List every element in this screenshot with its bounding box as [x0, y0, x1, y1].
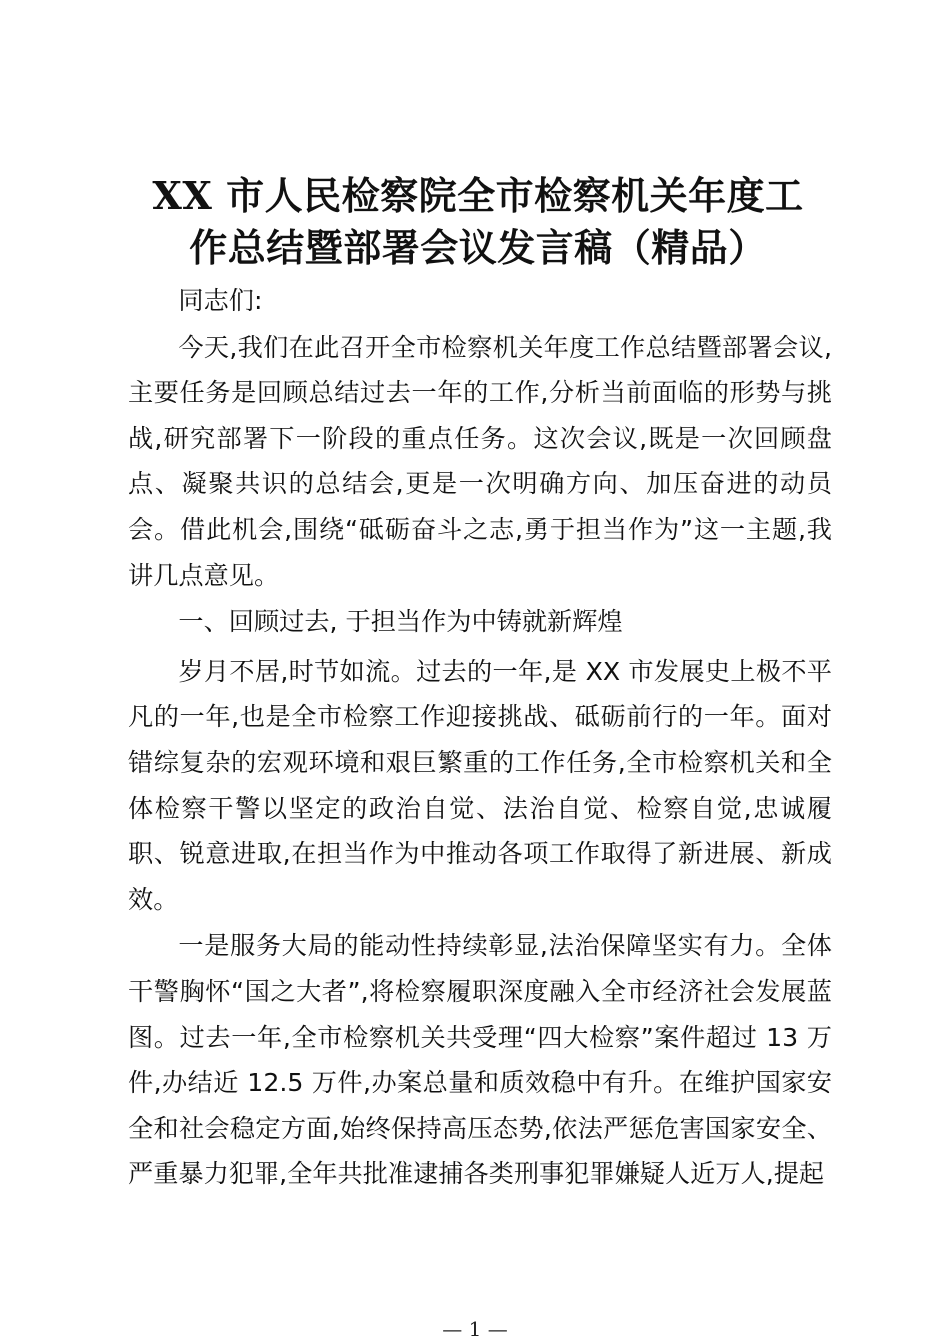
document-body — [128, 278, 832, 1198]
section-heading: 一、回顾过去, 于担当作为中铸就新辉煌 — [178, 607, 623, 637]
title-line-1: XX 市人民检察院全市检察机关年度工 — [152, 173, 804, 218]
title-line-2: 作总结暨部署会议发言稿（精品） — [189, 225, 767, 270]
page-number: — 1 — — [442, 1317, 508, 1341]
document-title — [128, 170, 828, 274]
paragraph-intro: 今天,我们在此召开全市检察机关年度工作总结暨部署会议,主要任务是回顾总结过去一年的工作,分析当前面临的形势与挑战,研究部署下一阶段的重点任务。这次会议,既是一次回顾盘点、凝聚共识的总结会,更是一次明确方向、加压奋进的动员会。借此机会,围绕“砥砺奋斗之志,勇于担当作为”这一主题,我讲几点意见。 — [128, 332, 832, 590]
salutation: 同志们: — [178, 286, 263, 315]
paragraph-review: 岁月不居,时节如流。过去的一年,是 XX 市发展史上极不平凡的一年,也是全市检察工作迎接挑战、砥砺前行的一年。面对错综复杂的宏观环境和艰巨繁重的工作任务,全市检察机关和全体检察干警以坚定的政治自觉、法治自觉、检察自觉,忠诚履职、锐意进取,在担当作为中推动各项工作取得了新进展、新成效。 — [128, 656, 832, 914]
paragraph-point-one: 一是服务大局的能动性持续彰显,法治保障坚实有力。全体干警胸怀“国之大者”,将检察履职深度融入全市经济社会发展蓝图。过去一年,全市检察机关共受理“四大检察”案件超过 13 万件,办结近 12.5 万件,办案总量和质效稳中有升。在维护国家安全和社会稳定方面,始终保持高压态势,依法严惩危害国家安全、严重暴力犯罪,全年共批准逮捕各类刑事犯罪嫌疑人近万人,提起 — [128, 931, 832, 1189]
